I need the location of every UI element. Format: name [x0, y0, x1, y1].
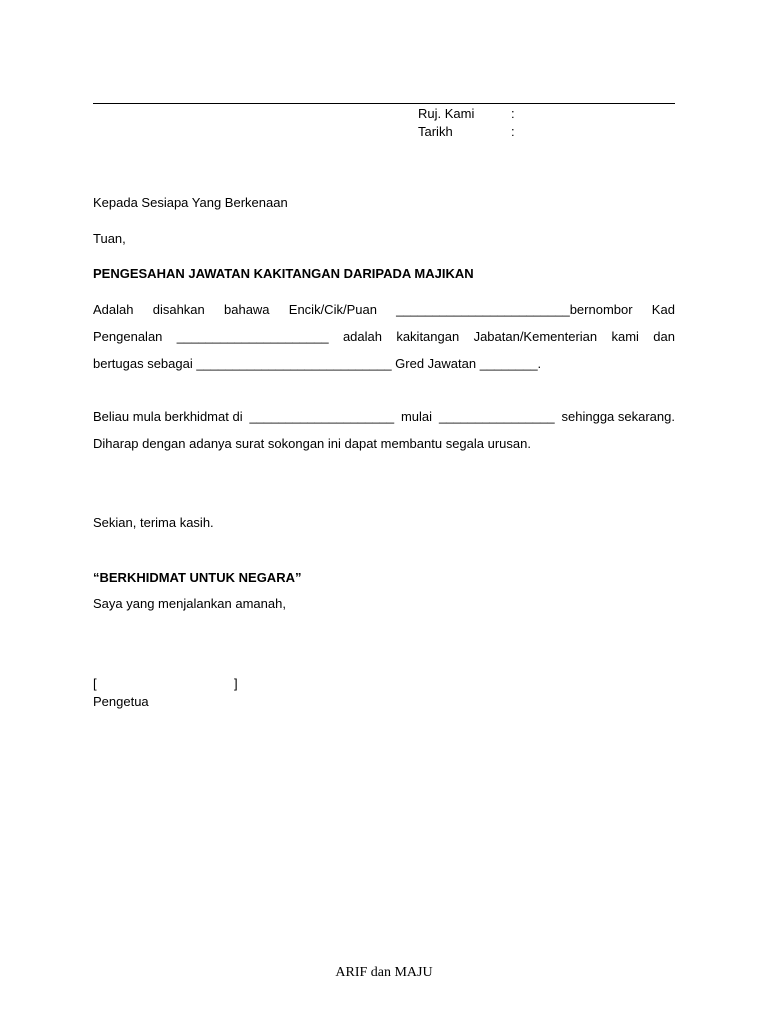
paragraph1-line2	[93, 329, 675, 344]
paragraph1-word: kakitangan	[396, 329, 460, 344]
reference-label: Ruj. Kami	[418, 106, 475, 121]
ic-blank-field: _____________________	[176, 329, 329, 344]
salutation: Tuan,	[93, 231, 126, 246]
paragraph1-word: Jabatan/Kementerian	[473, 329, 598, 344]
paragraph1-word: Encik/Cik/Puan	[288, 302, 377, 317]
department-blank-field: ____________________	[249, 409, 395, 424]
paragraph1-word: Kad	[651, 302, 675, 317]
paragraph2-segment: Beliau mula berkhidmat di	[93, 409, 243, 424]
paragraph1-word: kami	[611, 329, 639, 344]
start-date-blank-field: ________________	[438, 409, 555, 424]
paragraph1-word: bahawa	[224, 302, 270, 317]
date-label: Tarikh	[418, 124, 453, 139]
signatory-title: Pengetua	[93, 694, 149, 709]
sign-off: Saya yang menjalankan amanah,	[93, 596, 286, 611]
name-blank-field: ________________________bernombor	[396, 302, 633, 317]
reference-colon: :	[511, 106, 515, 121]
paragraph1-line3: bertugas sebagai ___________________________ Gred Jawatan ________.	[93, 356, 542, 371]
paragraph1-word: disahkan	[152, 302, 205, 317]
letter-subject: PENGESAHAN JAWATAN KAKITANGAN DARIPADA MAJIKAN	[93, 266, 474, 281]
header-rule	[93, 103, 675, 104]
motto: “BERKHIDMAT UNTUK NEGARA”	[93, 570, 302, 585]
paragraph1-word: adalah	[342, 329, 382, 344]
paragraph2-line1	[93, 409, 675, 424]
date-colon: :	[511, 124, 515, 139]
paragraph2-segment: sehingga sekarang.	[561, 409, 675, 424]
recipient-line: Kepada Sesiapa Yang Berkenaan	[93, 195, 288, 210]
closing-line: Sekian, terima kasih.	[93, 515, 214, 530]
paragraph2-line2: Diharap dengan adanya surat sokongan ini dapat membantu segala urusan.	[93, 436, 531, 451]
paragraph1-word: Pengenalan	[93, 329, 163, 344]
paragraph1-line1	[93, 302, 675, 317]
paragraph1-word: dan	[653, 329, 675, 344]
signature-bracket-close: ]	[234, 676, 238, 691]
paragraph1-word: Adalah	[93, 302, 134, 317]
signature-bracket-open: [	[93, 676, 97, 691]
paragraph2-segment: mulai	[400, 409, 433, 424]
footer-motto: ARIF dan MAJU	[335, 965, 433, 980]
